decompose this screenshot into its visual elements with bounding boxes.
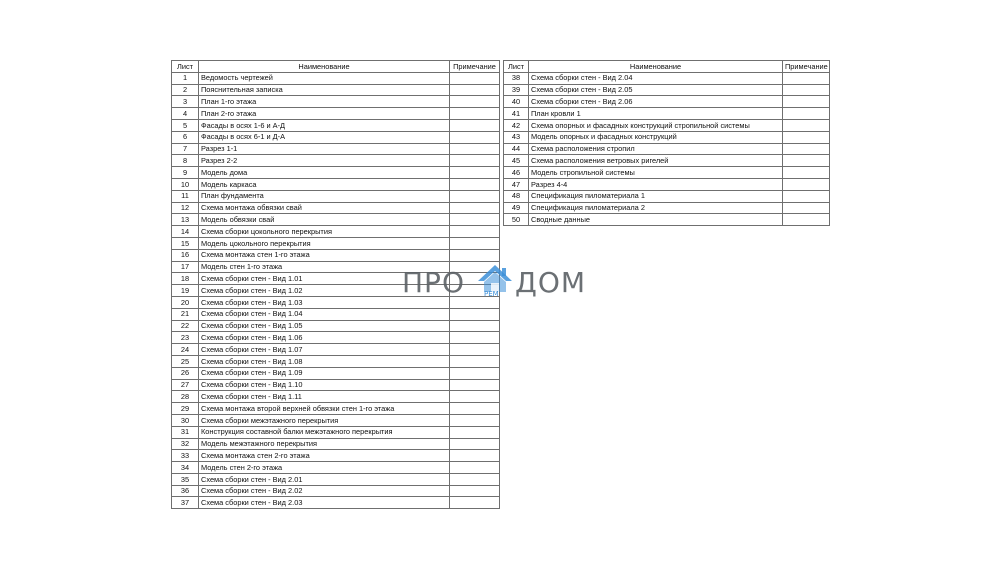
sheet-number-cell: 36 (172, 485, 199, 497)
sheet-number-cell: 15 (172, 237, 199, 249)
table-row (504, 131, 830, 143)
note-cell (450, 108, 500, 120)
table-row (172, 462, 500, 474)
sheet-number-cell: 6 (172, 131, 199, 143)
drawing-name-cell: Схема сборки стен - Вид 2.05 (529, 84, 783, 96)
drawing-name-cell: План 1-го этажа (199, 96, 450, 108)
note-cell (450, 308, 500, 320)
drawing-name-cell: Схема сборки стен - Вид 1.02 (199, 285, 450, 297)
table-row (504, 167, 830, 179)
sheet-number-cell: 22 (172, 320, 199, 332)
table-body-right (504, 72, 830, 225)
sheet-number-cell: 1 (172, 72, 199, 84)
table-row (172, 96, 500, 108)
table-row (172, 438, 500, 450)
drawing-name-cell: Разрез 4-4 (529, 178, 783, 190)
drawing-name-cell: Модель опорных и фасадных конструкций (529, 131, 783, 143)
drawing-name-cell: Модель стропильной системы (529, 167, 783, 179)
drawing-name-cell: Сводные данные (529, 214, 783, 226)
sheet-number-cell: 48 (504, 190, 529, 202)
note-cell (783, 202, 830, 214)
table-row (172, 497, 500, 509)
sheet-number-cell: 49 (504, 202, 529, 214)
note-cell (450, 143, 500, 155)
table-row (504, 108, 830, 120)
watermark-text-right: ДОМ (515, 266, 587, 299)
drawing-name-cell: Схема сборки стен - Вид 2.02 (199, 485, 450, 497)
table-row (172, 72, 500, 84)
note-cell (783, 72, 830, 84)
note-cell (450, 226, 500, 238)
sheet-number-cell: 26 (172, 367, 199, 379)
sheet-number-cell: 20 (172, 296, 199, 308)
note-cell (450, 84, 500, 96)
table-row (172, 237, 500, 249)
note-cell (450, 438, 500, 450)
table-row (504, 119, 830, 131)
table-row (172, 202, 500, 214)
table-row (172, 108, 500, 120)
table-row (172, 426, 500, 438)
drawing-name-cell: Ведомость чертежей (199, 72, 450, 84)
sheet-number-cell: 30 (172, 414, 199, 426)
header-sheet: Лист (504, 61, 529, 73)
drawing-name-cell: Схема сборки стен - Вид 2.01 (199, 473, 450, 485)
table-row (172, 84, 500, 96)
note-cell (783, 214, 830, 226)
drawing-name-cell: Модель дома (199, 167, 450, 179)
sheet-number-cell: 21 (172, 308, 199, 320)
drawing-name-cell: Схема сборки стен - Вид 1.05 (199, 320, 450, 332)
drawing-name-cell: Схема сборки стен - Вид 1.04 (199, 308, 450, 320)
sheet-number-cell: 11 (172, 190, 199, 202)
table-row (172, 391, 500, 403)
note-cell (450, 332, 500, 344)
drawing-name-cell: Пояснительная записка (199, 84, 450, 96)
header-sheet: Лист (172, 61, 199, 73)
drawing-name-cell: Модель цокольного перекрытия (199, 237, 450, 249)
table-header-row (504, 61, 830, 73)
table-row (172, 178, 500, 190)
note-cell (783, 155, 830, 167)
drawing-name-cell: План 2-го этажа (199, 108, 450, 120)
drawing-name-cell: Схема сборки стен - Вид 1.06 (199, 332, 450, 344)
note-cell (450, 96, 500, 108)
table-row (172, 320, 500, 332)
sheet-number-cell: 14 (172, 226, 199, 238)
drawing-name-cell: Схема сборки стен - Вид 2.04 (529, 72, 783, 84)
drawing-name-cell: Модель межэтажного перекрытия (199, 438, 450, 450)
sheet-number-cell: 23 (172, 332, 199, 344)
sheet-number-cell: 37 (172, 497, 199, 509)
header-note: Примечание (783, 61, 830, 73)
note-cell (450, 379, 500, 391)
sheet-number-cell: 27 (172, 379, 199, 391)
table-row (172, 308, 500, 320)
drawing-name-cell: Схема монтажа стен 2-го этажа (199, 450, 450, 462)
drawing-name-cell: Схема монтажа обвязки свай (199, 202, 450, 214)
drawing-name-cell: Схема расположения ветровых ригелей (529, 155, 783, 167)
drawing-name-cell: Разрез 1-1 (199, 143, 450, 155)
note-cell (450, 178, 500, 190)
note-cell (450, 167, 500, 179)
table-row (172, 485, 500, 497)
note-cell (450, 497, 500, 509)
table-row (172, 131, 500, 143)
table-row (172, 119, 500, 131)
table-row (172, 249, 500, 261)
drawing-name-cell: Схема сборки цокольного перекрытия (199, 226, 450, 238)
sheet-number-cell: 39 (504, 84, 529, 96)
sheet-number-cell: 29 (172, 403, 199, 415)
sheet-number-cell: 19 (172, 285, 199, 297)
sheet-number-cell: 50 (504, 214, 529, 226)
note-cell (450, 414, 500, 426)
note-cell (450, 450, 500, 462)
table-row (504, 202, 830, 214)
sheet-number-cell: 2 (172, 84, 199, 96)
drawing-name-cell: Модель стен 2-го этажа (199, 462, 450, 474)
table-row (172, 167, 500, 179)
sheet-number-cell: 31 (172, 426, 199, 438)
sheet-number-cell: 38 (504, 72, 529, 84)
table-row (172, 355, 500, 367)
sheet-number-cell: 33 (172, 450, 199, 462)
drawing-name-cell: Схема сборки стен - Вид 2.06 (529, 96, 783, 108)
drawing-name-cell: Схема опорных и фасадных конструкций стропильной системы (529, 119, 783, 131)
sheet-number-cell: 28 (172, 391, 199, 403)
table-row (172, 143, 500, 155)
note-cell (783, 190, 830, 202)
drawing-name-cell: Схема сборки межэтажного перекрытия (199, 414, 450, 426)
table-row (504, 155, 830, 167)
drawing-name-cell: Схема монтажа стен 1-го этажа (199, 249, 450, 261)
table-row (504, 214, 830, 226)
sheet-number-cell: 7 (172, 143, 199, 155)
sheet-number-cell: 4 (172, 108, 199, 120)
table-row (172, 403, 500, 415)
table-row (504, 96, 830, 108)
sheet-number-cell: 10 (172, 178, 199, 190)
note-cell (450, 190, 500, 202)
note-cell (450, 249, 500, 261)
note-cell (450, 237, 500, 249)
note-cell (450, 344, 500, 356)
sheet-number-cell: 47 (504, 178, 529, 190)
note-cell (450, 202, 500, 214)
drawing-name-cell: Разрез 2-2 (199, 155, 450, 167)
table-row (172, 344, 500, 356)
note-cell (450, 214, 500, 226)
note-cell (450, 119, 500, 131)
sheet-number-cell: 8 (172, 155, 199, 167)
drawing-name-cell: Фасады в осях 6-1 и Д-А (199, 131, 450, 143)
drawing-name-cell: План фундамента (199, 190, 450, 202)
note-cell (450, 155, 500, 167)
drawing-name-cell: Спецификация пиломатериала 1 (529, 190, 783, 202)
table-row (172, 190, 500, 202)
sheet-number-cell: 41 (504, 108, 529, 120)
note-cell (783, 96, 830, 108)
table-row (172, 214, 500, 226)
note-cell (450, 403, 500, 415)
note-cell (783, 143, 830, 155)
drawing-name-cell: Фасады в осях 1-6 и А-Д (199, 119, 450, 131)
table-row (172, 450, 500, 462)
note-cell (450, 367, 500, 379)
table-row (504, 72, 830, 84)
note-cell (450, 72, 500, 84)
sheet-number-cell: 16 (172, 249, 199, 261)
table-header-row (172, 61, 500, 73)
drawing-name-cell: Схема сборки стен - Вид 1.08 (199, 355, 450, 367)
header-name: Наименование (199, 61, 450, 73)
header-note: Примечание (450, 61, 500, 73)
note-cell (450, 462, 500, 474)
note-cell (450, 426, 500, 438)
note-cell (783, 108, 830, 120)
drawing-name-cell: Схема сборки стен - Вид 1.03 (199, 296, 450, 308)
drawing-name-cell: Схема расположения стропил (529, 143, 783, 155)
sheet-number-cell: 24 (172, 344, 199, 356)
drawing-name-cell: Схема сборки стен - Вид 1.09 (199, 367, 450, 379)
drawing-name-cell: Схема монтажа второй верхней обвязки стен 1-го этажа (199, 403, 450, 415)
sheet-number-cell: 43 (504, 131, 529, 143)
sheet-number-cell: 34 (172, 462, 199, 474)
note-cell (450, 355, 500, 367)
drawing-name-cell: План кровли 1 (529, 108, 783, 120)
table-row (172, 332, 500, 344)
table-row (172, 379, 500, 391)
watermark-text-left: ПРО (402, 266, 465, 299)
sheet-number-cell: 25 (172, 355, 199, 367)
sheet-number-cell: 40 (504, 96, 529, 108)
drawing-name-cell: Модель каркаса (199, 178, 450, 190)
watermark-logo (402, 262, 602, 304)
table-row (172, 367, 500, 379)
sheet-number-cell: 13 (172, 214, 199, 226)
drawing-name-cell: Спецификация пиломатериала 2 (529, 202, 783, 214)
note-cell (783, 131, 830, 143)
sheet-number-cell: 46 (504, 167, 529, 179)
header-name: Наименование (529, 61, 783, 73)
sheet-number-cell: 32 (172, 438, 199, 450)
drawings-table-right (503, 60, 830, 226)
drawing-name-cell: Схема сборки стен - Вид 1.11 (199, 391, 450, 403)
sheet-number-cell: 9 (172, 167, 199, 179)
drawing-name-cell: Схема сборки стен - Вид 1.01 (199, 273, 450, 285)
note-cell (783, 167, 830, 179)
sheet-number-cell: 44 (504, 143, 529, 155)
sheet-number-cell: 42 (504, 119, 529, 131)
drawing-name-cell: Схема сборки стен - Вид 1.10 (199, 379, 450, 391)
note-cell (450, 320, 500, 332)
watermark-subtext: РЕМ (484, 290, 499, 298)
table-row (172, 414, 500, 426)
sheet-number-cell: 17 (172, 261, 199, 273)
table-row (172, 473, 500, 485)
table-row (172, 155, 500, 167)
sheet-number-cell: 5 (172, 119, 199, 131)
note-cell (783, 178, 830, 190)
drawing-name-cell: Схема сборки стен - Вид 2.03 (199, 497, 450, 509)
sheet-number-cell: 45 (504, 155, 529, 167)
note-cell (450, 473, 500, 485)
note-cell (450, 391, 500, 403)
table-row (172, 226, 500, 238)
note-cell (450, 131, 500, 143)
sheet-number-cell: 18 (172, 273, 199, 285)
sheet-number-cell: 3 (172, 96, 199, 108)
sheet-number-cell: 35 (172, 473, 199, 485)
note-cell (783, 119, 830, 131)
drawing-name-cell: Модель стен 1-го этажа (199, 261, 450, 273)
drawing-name-cell: Схема сборки стен - Вид 1.07 (199, 344, 450, 356)
sheet-number-cell: 12 (172, 202, 199, 214)
note-cell (450, 485, 500, 497)
drawing-name-cell: Модель обвязки свай (199, 214, 450, 226)
drawing-name-cell: Конструкция составной балки межэтажного перекрытия (199, 426, 450, 438)
note-cell (783, 84, 830, 96)
table-row (504, 143, 830, 155)
table-row (504, 178, 830, 190)
table-row (504, 190, 830, 202)
table-row (504, 84, 830, 96)
